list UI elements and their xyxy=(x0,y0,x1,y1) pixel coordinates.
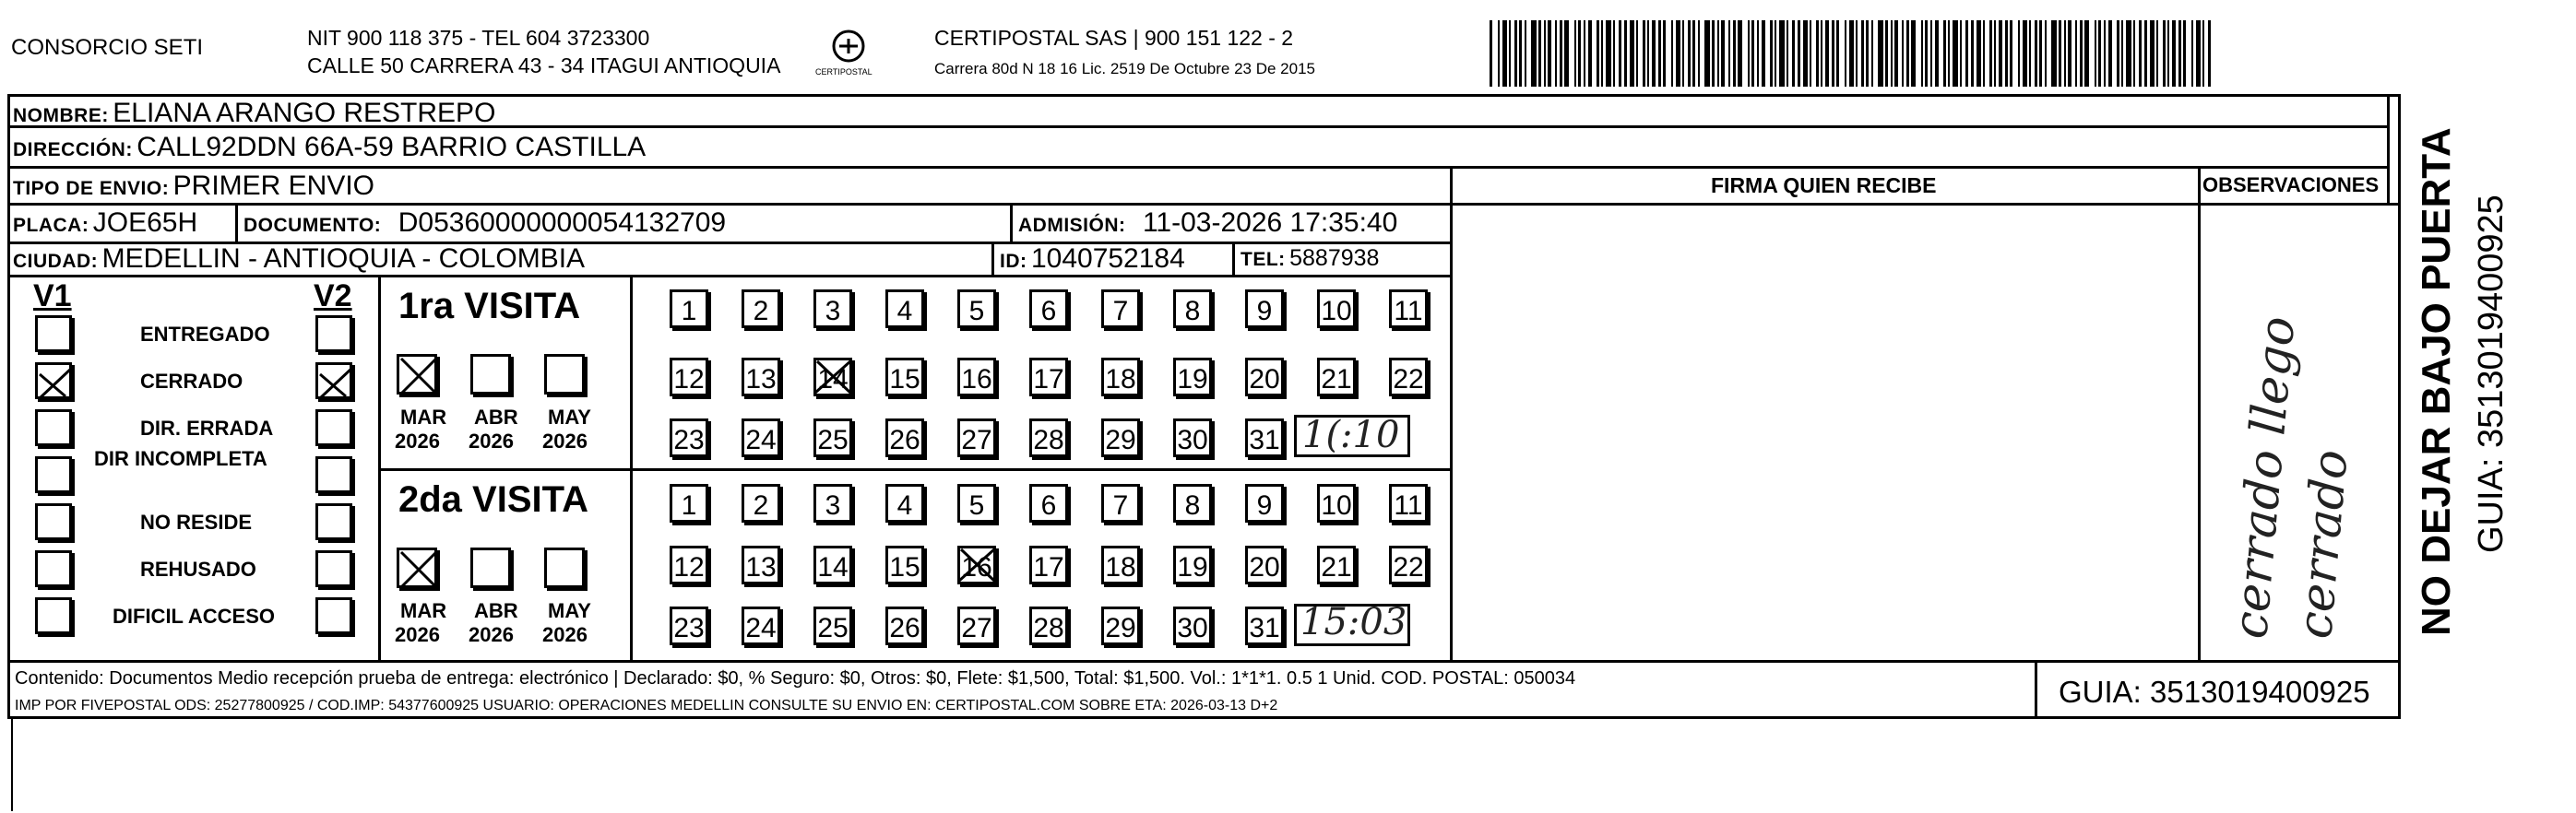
barcode-bar xyxy=(1994,20,1996,87)
address-line: CALLE 50 CARRERA 43 - 34 ITAGUI ANTIOQUIA xyxy=(307,53,781,77)
barcode-bar xyxy=(2196,20,2201,87)
day-box[interactable]: 31 xyxy=(1245,418,1284,457)
ciudad-value: MEDELLIN - ANTIOQUIA - COLOMBIA xyxy=(101,243,586,274)
day-box[interactable]: 20 xyxy=(1245,546,1284,584)
barcode-bar xyxy=(1502,20,1507,87)
barcode-bar xyxy=(1891,20,1893,87)
barcode-bar xyxy=(1810,20,1811,87)
barcode-bar xyxy=(1682,20,1684,87)
day-box[interactable]: 4 xyxy=(885,289,924,328)
day-box[interactable]: 11 xyxy=(1389,484,1428,523)
barcode-bar xyxy=(2095,20,2096,87)
month-label: MAY xyxy=(548,599,591,622)
barcode-bar xyxy=(1757,20,1759,87)
barcode-bar xyxy=(1845,20,1846,87)
day-box[interactable]: 22 xyxy=(1389,546,1428,584)
observacion-handwriting-1: cerrado llego xyxy=(2223,313,2307,642)
v2-checkbox[interactable] xyxy=(315,456,352,493)
v2-checkbox[interactable] xyxy=(315,362,352,399)
footer-contenido: Contenido: Documentos Medio recepción prueba de entrega: electrónico | Declarado: $0, % Seguro: $0, Otros: $0, Flete: $1,500, Total: $1,500. Vol.: 1*1*1. 0.5 1 Unid. COD. POSTAL: 050034 xyxy=(15,668,1576,689)
barcode-bar xyxy=(1751,20,1754,87)
day-box[interactable]: 5 xyxy=(957,289,996,328)
barcode-bar xyxy=(1721,20,1725,87)
barcode-bar xyxy=(1775,20,1776,87)
barcode-bar xyxy=(1519,20,1522,87)
status-label: ENTREGADO xyxy=(140,323,270,346)
placa-value: JOE65H xyxy=(92,207,198,238)
barcode-bar xyxy=(1588,20,1592,87)
barcode-bar xyxy=(1821,20,1822,87)
barcode-bar xyxy=(1983,20,1985,87)
day-box[interactable]: 2 xyxy=(742,484,780,523)
barcode-bar xyxy=(1676,20,1680,87)
barcode-bar xyxy=(2051,20,2057,87)
day-box[interactable]: 8 xyxy=(1173,289,1212,328)
barcode-bar xyxy=(2108,20,2112,87)
v2-checkbox[interactable] xyxy=(315,315,352,352)
day-box[interactable]: 6 xyxy=(1029,289,1068,328)
visita1-time: 1(:10 xyxy=(1302,414,1400,456)
month-label: MAY xyxy=(548,406,591,429)
month-label: MAR xyxy=(400,406,447,429)
day-box[interactable]: 27 xyxy=(957,418,996,457)
barcode-bar xyxy=(1965,20,1968,87)
footer-impresion: IMP POR FIVEPOSTAL ODS: 25277800925 / COD.IMP: 54377600925 USUARIO: OPERACIONES MEDELLIN CONSULTE SU ENVIO EN: CERTIPOSTAL.COM SOBRE ETA: 2026-03-13 D+2 xyxy=(15,698,1278,713)
day-box[interactable]: 16 xyxy=(957,546,996,584)
day-box[interactable]: 17 xyxy=(1029,358,1068,396)
v2-checkbox[interactable] xyxy=(315,550,352,587)
barcode-bar xyxy=(1935,20,1939,87)
barcode-bar xyxy=(1630,20,1634,87)
logo-label: CERTIPOSTAL xyxy=(815,67,873,77)
barcode-bar xyxy=(1871,20,1873,87)
month-checkbox[interactable] xyxy=(470,548,511,588)
firma-header: FIRMA QUIEN RECIBE xyxy=(1711,173,1937,197)
barcode-bar xyxy=(2133,20,2135,87)
barcode-bar xyxy=(2202,20,2204,87)
status-label: CERRADO xyxy=(140,370,243,393)
barcode-bar xyxy=(2117,20,2119,87)
day-box[interactable]: 22 xyxy=(1389,358,1428,396)
day-box[interactable]: 24 xyxy=(742,418,780,457)
barcode-bar xyxy=(1490,20,1492,87)
day-box[interactable]: 9 xyxy=(1245,484,1284,523)
barcode-bar xyxy=(1960,20,1962,87)
barcode-bar xyxy=(2080,20,2083,87)
barcode-bar xyxy=(1832,20,1834,87)
year-label: 2026 xyxy=(395,623,440,646)
day-box[interactable]: 1 xyxy=(670,289,708,328)
barcode-bar xyxy=(2098,20,2101,87)
day-box[interactable]: 10 xyxy=(1317,289,1356,328)
v2-checkbox[interactable] xyxy=(315,409,352,446)
day-box[interactable]: 25 xyxy=(813,607,852,645)
barcode-bar xyxy=(1885,20,1888,87)
v1-checkbox[interactable] xyxy=(35,362,72,399)
cross-mark-icon xyxy=(813,358,852,396)
nit-line: NIT 900 118 375 - TEL 604 3723300 xyxy=(307,26,650,50)
company-name: CONSORCIO SETI xyxy=(11,35,204,60)
month-checkbox[interactable] xyxy=(397,548,437,588)
barcode-bar xyxy=(1803,20,1808,87)
tipo-envio-row xyxy=(13,172,374,200)
barcode-bar xyxy=(1652,20,1656,87)
barcode-bar xyxy=(1619,20,1621,87)
day-box[interactable]: 7 xyxy=(1101,289,1140,328)
day-box[interactable]: 21 xyxy=(1317,358,1356,396)
day-box[interactable]: 18 xyxy=(1101,358,1140,396)
barcode-bar xyxy=(1748,20,1750,87)
status-label: DIR. ERRADA xyxy=(140,417,274,440)
direccion-value: CALL92DDN 66A-59 BARRIO CASTILLA xyxy=(137,132,647,162)
v1-checkbox[interactable] xyxy=(35,550,72,587)
left-margin-mark xyxy=(11,719,13,811)
admision-value: 11-03-2026 17:35:40 xyxy=(1142,207,1398,238)
barcode-bar xyxy=(1636,20,1638,87)
day-box[interactable]: 4 xyxy=(885,484,924,523)
barcode-bar xyxy=(1930,20,1932,87)
tipo-label: TIPO DE ENVIO: xyxy=(13,178,170,199)
day-box[interactable]: 19 xyxy=(1173,358,1212,396)
barcode-bar xyxy=(1525,20,1526,87)
cross-mark-icon xyxy=(38,365,75,402)
placa-label: PLACA: xyxy=(13,215,89,236)
barcode-bar xyxy=(1849,20,1854,87)
barcode-bar xyxy=(1712,20,1715,87)
barcode-bar xyxy=(2005,20,2008,87)
barcode-bar xyxy=(1574,20,1576,87)
day-box[interactable]: 31 xyxy=(1245,607,1284,645)
day-box[interactable]: 10 xyxy=(1317,484,1356,523)
barcode-bar xyxy=(1538,20,1541,87)
barcode-bar xyxy=(2045,20,2047,87)
status-label: DIR INCOMPLETA xyxy=(94,447,267,470)
v1-label: V1 xyxy=(33,278,72,313)
barcode-bar xyxy=(1584,20,1585,87)
tel-label: TEL: xyxy=(1241,249,1286,270)
barcode-bar xyxy=(1894,20,1898,87)
day-box[interactable]: 13 xyxy=(742,358,780,396)
direccion-label: DIRECCIÓN: xyxy=(13,139,133,160)
barcode-bar xyxy=(1560,20,1562,87)
barcode-bar xyxy=(1792,20,1795,87)
day-box[interactable]: 13 xyxy=(742,546,780,584)
cross-mark-icon xyxy=(399,550,440,591)
observacion-handwriting-2: cerrado xyxy=(2287,447,2359,642)
barcode-bar xyxy=(2144,20,2147,87)
year-label: 2026 xyxy=(395,430,440,453)
ciudad-label: CIUDAD: xyxy=(13,251,99,272)
year-label: 2026 xyxy=(542,623,588,646)
v1-checkbox[interactable] xyxy=(35,315,72,352)
barcode-bar xyxy=(2084,20,2089,87)
cross-mark-icon xyxy=(957,546,996,584)
barcode-bar xyxy=(1544,20,1546,87)
barcode-bar xyxy=(2208,20,2211,87)
day-box[interactable]: 30 xyxy=(1173,418,1212,457)
v1-checkbox[interactable] xyxy=(35,503,72,540)
nombre-row xyxy=(13,100,495,127)
barcode-bar xyxy=(1704,20,1710,87)
day-box[interactable]: 2 xyxy=(742,289,780,328)
barcode-bar xyxy=(1921,20,1923,87)
barcode-bar xyxy=(1658,20,1661,87)
certipostal-logo-icon xyxy=(812,28,885,83)
id-row xyxy=(1000,245,1185,273)
documento-label: DOCUMENTO: xyxy=(243,215,382,236)
barcode-bar xyxy=(1663,20,1666,87)
month-label: MAR xyxy=(400,599,447,622)
barcode-bar xyxy=(1906,20,1909,87)
day-box[interactable]: 15 xyxy=(885,546,924,584)
day-box[interactable]: 6 xyxy=(1029,484,1068,523)
barcode-bar xyxy=(2104,20,2106,87)
barcode-bar xyxy=(1816,20,1819,87)
day-box[interactable]: 3 xyxy=(813,289,852,328)
status-label: NO RESIDE xyxy=(140,511,253,534)
no-dejar-bajo-puerta: NO DEJAR BAJO PUERTA xyxy=(2414,127,2459,636)
year-label: 2026 xyxy=(469,430,514,453)
nombre-value: ELIANA ARANGO RESTREPO xyxy=(113,98,496,128)
barcode-bar xyxy=(2064,20,2066,87)
barcode-bar xyxy=(1948,20,1950,87)
barcode-bar xyxy=(1856,20,1858,87)
barcode-bar xyxy=(1866,20,1869,87)
day-box[interactable]: 3 xyxy=(813,484,852,523)
barcode-bar xyxy=(2183,20,2186,87)
documento-row xyxy=(243,209,726,237)
day-box[interactable]: 12 xyxy=(670,546,708,584)
side-guia: GUIA: 3513019400925 xyxy=(2472,194,2511,553)
day-box[interactable]: 7 xyxy=(1101,484,1140,523)
barcode-bar xyxy=(2075,20,2077,87)
barcode-bar xyxy=(1514,20,1517,87)
observaciones-header: OBSERVACIONES xyxy=(2202,173,2380,196)
barcode-bar xyxy=(1977,20,1981,87)
day-box[interactable]: 19 xyxy=(1173,546,1212,584)
admision-row xyxy=(1018,209,1397,237)
barcode-bar xyxy=(2023,20,2027,87)
barcode-bar xyxy=(1717,20,1719,87)
visita2-time: 15:03 xyxy=(1300,601,1407,643)
barcode-bar xyxy=(2178,20,2181,87)
barcode-bar xyxy=(1999,20,2002,87)
barcode-bar xyxy=(1836,20,1839,87)
tel-row xyxy=(1241,247,1379,270)
id-value: 1040752184 xyxy=(1030,243,1185,274)
day-box[interactable]: 15 xyxy=(885,358,924,396)
barcode-bar xyxy=(1555,20,1557,87)
barcode-bar xyxy=(1671,20,1673,87)
barcode-bar xyxy=(1692,20,1695,87)
day-box[interactable]: 12 xyxy=(670,358,708,396)
day-box[interactable]: 11 xyxy=(1389,289,1428,328)
barcode xyxy=(1490,20,2218,87)
barcode-bar xyxy=(1647,20,1649,87)
barcode-bar xyxy=(1498,20,1500,87)
barcode-bar xyxy=(2121,20,2123,87)
admision-label: ADMISIÓN: xyxy=(1018,215,1126,236)
year-label: 2026 xyxy=(469,623,514,646)
day-box[interactable]: 23 xyxy=(670,607,708,645)
barcode-bar xyxy=(1989,20,1992,87)
v1-checkbox[interactable] xyxy=(35,456,72,493)
direccion-row xyxy=(13,134,646,161)
day-box[interactable]: 30 xyxy=(1173,607,1212,645)
day-box[interactable]: 18 xyxy=(1101,546,1140,584)
barcode-bar xyxy=(2039,20,2042,87)
barcode-bar xyxy=(1733,20,1736,87)
barcode-bar xyxy=(2156,20,2158,87)
barcode-bar xyxy=(2126,20,2131,87)
certipostal-address: Carrera 80d N 18 16 Lic. 2519 De Octubre 23 De 2015 xyxy=(934,60,1315,77)
barcode-bar xyxy=(1878,20,1883,87)
v2-label: V2 xyxy=(314,278,352,313)
barcode-bar xyxy=(1509,20,1511,87)
day-box[interactable]: 28 xyxy=(1029,607,1068,645)
tipo-value: PRIMER ENVIO xyxy=(172,171,375,201)
barcode-bar xyxy=(1971,20,1974,87)
barcode-bar xyxy=(1601,20,1603,87)
barcode-bar xyxy=(2163,20,2166,87)
cross-mark-icon xyxy=(399,357,440,397)
barcode-bar xyxy=(1597,20,1599,87)
barcode-bar xyxy=(2035,20,2037,87)
barcode-bar xyxy=(2191,20,2193,87)
placa-row xyxy=(13,209,197,237)
status-label: DIFICIL ACCESO xyxy=(113,605,276,628)
status-label: REHUSADO xyxy=(140,558,256,581)
cross-mark-icon xyxy=(318,365,355,402)
visita1-title: 1ra VISITA xyxy=(398,286,581,326)
barcode-bar xyxy=(1531,20,1537,87)
day-box[interactable]: 29 xyxy=(1101,418,1140,457)
barcode-bar xyxy=(1624,20,1627,87)
barcode-bar xyxy=(1688,20,1691,87)
visita2-title: 2da VISITA xyxy=(398,479,588,520)
month-label: ABR xyxy=(474,599,518,622)
barcode-bar xyxy=(1643,20,1645,87)
footer-guia: GUIA: 3513019400925 xyxy=(2059,675,2370,709)
barcode-bar xyxy=(1861,20,1864,87)
day-box[interactable]: 29 xyxy=(1101,607,1140,645)
barcode-bar xyxy=(1798,20,1800,87)
tel-value: 5887938 xyxy=(1289,245,1380,271)
barcode-bar xyxy=(2068,20,2071,87)
barcode-bar xyxy=(2029,20,2031,87)
barcode-bar xyxy=(1770,20,1773,87)
day-box[interactable]: 24 xyxy=(742,607,780,645)
documento-value: D05360000000054132709 xyxy=(398,207,727,238)
day-box[interactable]: 28 xyxy=(1029,418,1068,457)
day-box[interactable]: 1 xyxy=(670,484,708,523)
day-box[interactable]: 17 xyxy=(1029,546,1068,584)
barcode-bar xyxy=(2139,20,2142,87)
barcode-bar xyxy=(1943,20,1946,87)
day-box[interactable]: 26 xyxy=(885,607,924,645)
month-label: ABR xyxy=(474,406,518,429)
barcode-bar xyxy=(1578,20,1581,87)
v2-checkbox[interactable] xyxy=(315,503,352,540)
day-box[interactable]: 9 xyxy=(1245,289,1284,328)
v1-checkbox[interactable] xyxy=(35,597,72,634)
barcode-bar xyxy=(2018,20,2020,87)
barcode-bar xyxy=(1728,20,1730,87)
barcode-bar xyxy=(1902,20,1904,87)
barcode-bar xyxy=(2172,20,2176,87)
certipostal-line: CERTIPOSTAL SAS | 900 151 122 - 2 xyxy=(934,26,1294,50)
barcode-bar xyxy=(1779,20,1785,87)
barcode-bar xyxy=(1606,20,1611,87)
day-box[interactable]: 14 xyxy=(813,546,852,584)
day-box[interactable]: 25 xyxy=(813,418,852,457)
barcode-bar xyxy=(1925,20,1928,87)
ciudad-row xyxy=(13,245,585,273)
barcode-bar xyxy=(2167,20,2169,87)
v2-checkbox[interactable] xyxy=(315,597,352,634)
nombre-label: NOMBRE: xyxy=(13,105,109,126)
barcode-bar xyxy=(2150,20,2155,87)
day-box[interactable]: 5 xyxy=(957,484,996,523)
barcode-bar xyxy=(1953,20,1958,87)
month-checkbox[interactable] xyxy=(397,354,437,395)
day-box[interactable]: 16 xyxy=(957,358,996,396)
barcode-bar xyxy=(1825,20,1829,87)
month-checkbox[interactable] xyxy=(544,354,585,395)
barcode-bar xyxy=(1613,20,1615,87)
day-box[interactable]: 27 xyxy=(957,607,996,645)
barcode-bar xyxy=(1548,20,1551,87)
day-box[interactable]: 20 xyxy=(1245,358,1284,396)
barcode-bar xyxy=(1787,20,1788,87)
month-checkbox[interactable] xyxy=(470,354,511,395)
barcode-bar xyxy=(2059,20,2061,87)
day-box[interactable]: 26 xyxy=(885,418,924,457)
day-box[interactable]: 23 xyxy=(670,418,708,457)
day-box[interactable]: 8 xyxy=(1173,484,1212,523)
barcode-bar xyxy=(1698,20,1700,87)
barcode-bar xyxy=(1911,20,1916,87)
id-label: ID: xyxy=(1000,251,1027,272)
v1-checkbox[interactable] xyxy=(35,409,72,446)
barcode-bar xyxy=(1738,20,1742,87)
month-checkbox[interactable] xyxy=(544,548,585,588)
day-box[interactable]: 14 xyxy=(813,358,852,396)
barcode-bar xyxy=(1762,20,1765,87)
barcode-bar xyxy=(2010,20,2012,87)
year-label: 2026 xyxy=(542,430,588,453)
barcode-bar xyxy=(1564,20,1569,87)
day-box[interactable]: 21 xyxy=(1317,546,1356,584)
